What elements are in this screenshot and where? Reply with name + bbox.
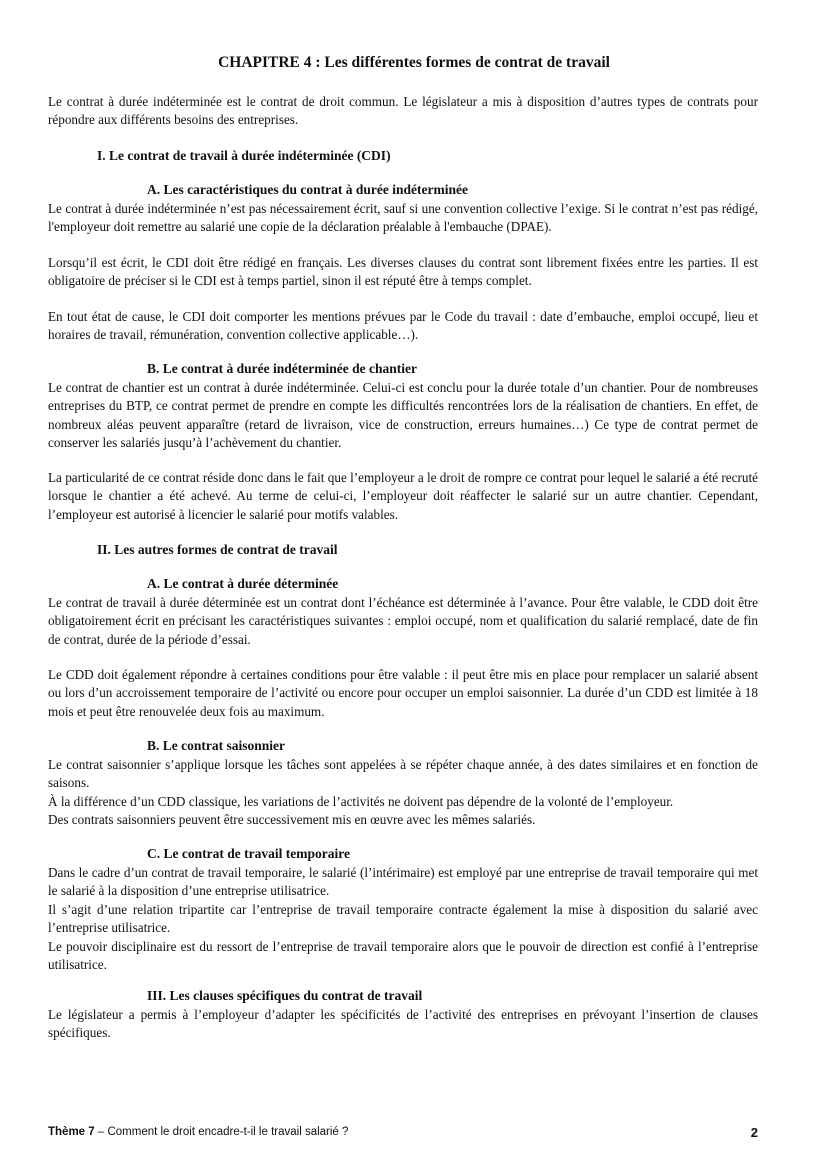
- section-1a-para-1: [48, 200, 758, 237]
- section-3-heading: III. Les clauses spécifiques du contrat de travail: [147, 988, 423, 1003]
- paragraph-text: Le législateur a permis à l’employeur d’adapter les spécificités de l’activité des entreprises en prévoyant l’insertion de clauses spécifiques.: [48, 1007, 758, 1041]
- paragraph-text: Le contrat de chantier est un contrat à durée indéterminée. Celui-ci est conclu pour la durée totale d’un chantier. Pour de nombreuses entreprises du BTP, ce contrat permet de prendre en compte les difficultés rencontrées lors de la réalisation de chantiers. En effet, de nombreux aléas peuvent apparaître (retard de livraison, vice de construction, erreurs humaines…) Ce type de contrat permet de conserver les salariés jusqu’à l’achèvement du chantier.: [48, 380, 758, 451]
- section-1b-para-2: [48, 469, 758, 524]
- section-2-heading: II. Les autres formes de contrat de travail: [97, 542, 338, 557]
- paragraph-text: La particularité de ce contrat réside donc dans le fait que l’employeur a le droit de rompre ce contrat pour lequel le salarié a été recruté lorsque le chantier a été achevé. Au terme de celui-ci, l’employeur doit réaffecter le salarié sur un autre chantier. Cependant, l’employeur est autorisé à licencier le salarié pour motifs valables.: [48, 470, 758, 522]
- footer-theme-text: – Comment le droit encadre-t-il le travail salarié ?: [94, 1126, 349, 1138]
- section-1a-para-3: [48, 308, 758, 345]
- section-1a-para-2: [48, 254, 758, 291]
- section-1b-heading: B. Le contrat à durée indéterminée de chantier: [147, 361, 417, 376]
- footer-theme-label: Thème 7: [48, 1126, 95, 1138]
- paragraph-text: Le contrat de travail à durée déterminée est un contrat dont l’échéance est déterminée à l’avance. Pour être valable, le CDD doit être obligatoirement écrit en précisant les caractéristiques suivantes : emploi occupé, nom et qualification du salarié remplacé, date de fin de contrat, durée de la période d’essai.: [48, 595, 758, 647]
- paragraph-text: Le contrat à durée indéterminée n’est pas nécessairement écrit, sauf si une convention collective l’exige. Si le contrat n’est pas rédigé, l'employeur doit remettre au salarié une copie de la déclaration préalable à l'embauche (DPAE).: [48, 201, 758, 235]
- section-1-heading: I. Le contrat de travail à durée indéterminée (CDI): [97, 148, 391, 163]
- paragraph-text: Le pouvoir disciplinaire est du ressort de l’entreprise de travail temporaire alors que le pouvoir de direction est confié à l’entreprise utilisatrice.: [48, 938, 758, 973]
- section-1b-para-1: [48, 379, 758, 453]
- paragraph-text: Des contrats saisonniers peuvent être successivement mis en œuvre avec les mêmes salariés.: [48, 812, 536, 828]
- section-2a-heading: A. Le contrat à durée déterminée: [147, 576, 339, 591]
- paragraph-text: Lorsqu’il est écrit, le CDI doit être rédigé en français. Les diverses clauses du contrat sont librement fixées entre les parties. Il est obligatoire de préciser si le CDI est à temps partiel, sinon il est réputé être à temps complet.: [48, 255, 758, 289]
- paragraph-text: Le contrat saisonnier s’applique lorsque les tâches sont appelées à se répéter chaque année, à des dates similaires et en fonction de saisons.: [48, 757, 758, 791]
- page-number: 2: [750, 1125, 758, 1140]
- paragraph-text: Le CDD doit également répondre à certaines conditions pour être valable : il peut être mis en place pour remplacer un salarié absent ou lors d’un accroissement temporaire de l’activité ou encore pour occuper un emploi saisonnier. La durée d’un CDD est limitée à 18 mois et peut être renouvelée deux fois au maximum.: [48, 667, 758, 719]
- section-2c-heading: C. Le contrat de travail temporaire: [147, 846, 350, 861]
- paragraph-text: Dans le cadre d’un contrat de travail temporaire, le salarié (l’intérimaire) est employé par une entreprise de travail temporaire qui met le salarié à la disposition d’une entreprise utilisatrice.: [48, 865, 758, 899]
- paragraph-text: En tout état de cause, le CDI doit comporter les mentions prévues par le Code du travail : date d’embauche, emploi occupé, lieu et horaires de travail, rémunération, convention collective applicable…).: [48, 309, 758, 343]
- paragraph-text: Il s’agit d’une relation tripartite car l’entreprise de travail temporaire contracte également la mise à disposition du salarié avec l’entreprise utilisatrice.: [48, 901, 758, 936]
- section-2c-paras: [48, 864, 758, 974]
- section-2a-para-1: [48, 594, 758, 649]
- intro-text: Le contrat à durée indéterminée est le contrat de droit commun. Le législateur a mis à disposition d’autres types de contrats pour répondre aux différents besoins des entreprises.: [48, 94, 758, 128]
- section-2b-heading: B. Le contrat saisonnier: [147, 738, 285, 753]
- chapter-title: CHAPITRE 4 : Les différentes formes de contrat de travail: [218, 54, 610, 71]
- section-1a-heading: A. Les caractéristiques du contrat à durée indéterminée: [147, 182, 468, 197]
- section-3-para-1: [48, 1006, 758, 1043]
- intro-paragraph: [48, 93, 758, 130]
- page-footer: [48, 1126, 758, 1138]
- paragraph-text: À la différence d’un CDD classique, les variations de l’activités ne doivent pas dépendre de la volonté de l’employeur.: [48, 793, 674, 809]
- section-2a-para-2: [48, 666, 758, 721]
- section-2b-paras: [48, 756, 758, 830]
